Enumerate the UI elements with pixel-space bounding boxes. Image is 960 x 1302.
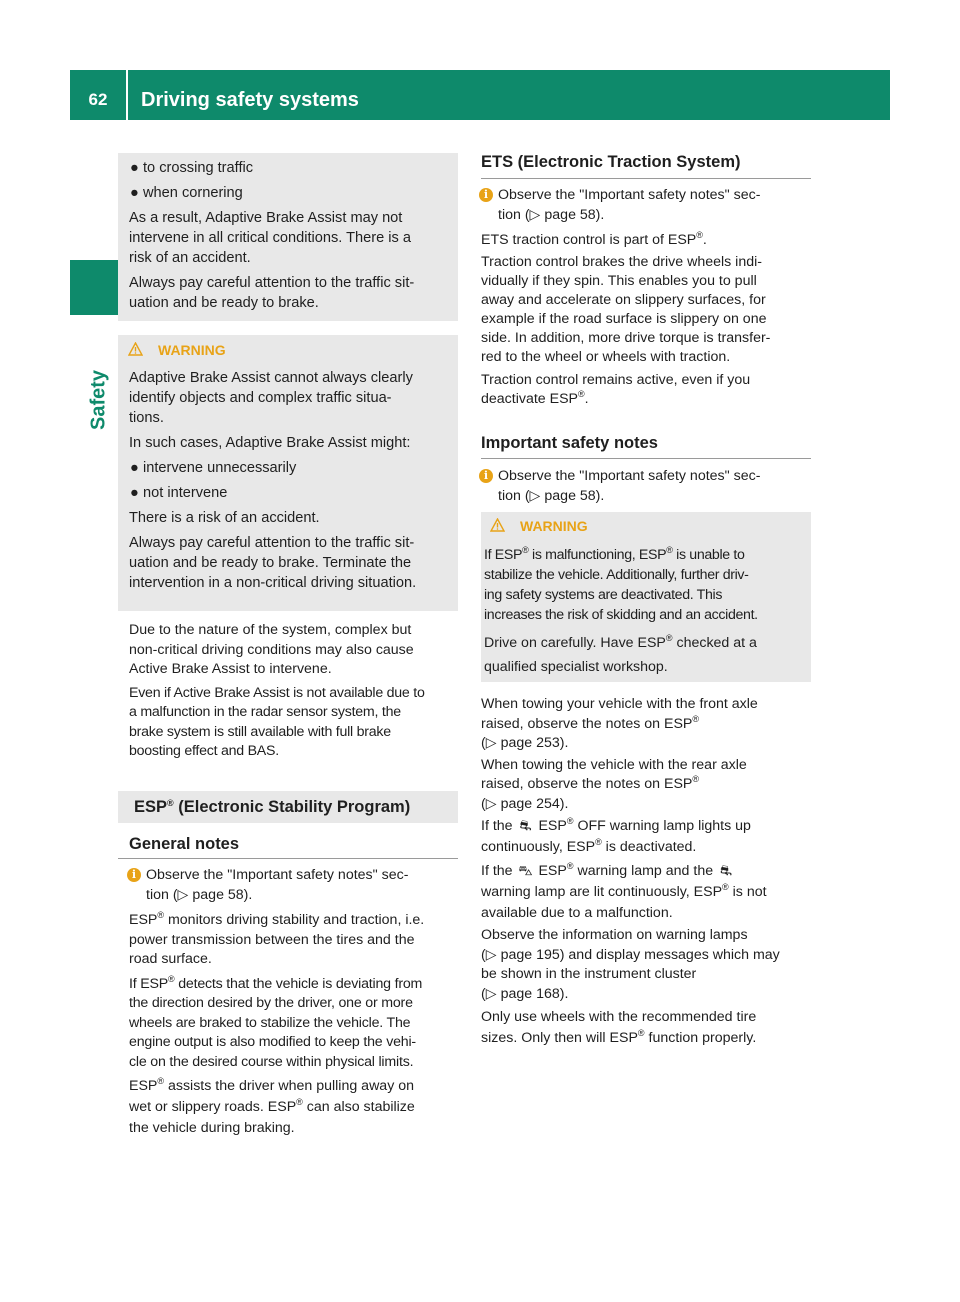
section-tab-marker: [70, 260, 125, 315]
paragraph: As a result, Adaptive Brake Assist may not intervene in all critical conditions. There is a risk of an accident.: [129, 210, 412, 266]
paragraph: If the ⛐ ESP® OFF warning lamp lights up continuously, ESP® is deactivated.: [481, 816, 751, 855]
section-label: Safety: [87, 369, 110, 431]
subheading-important-safety-notes: Important safety notes: [481, 434, 658, 452]
warning-label: WARNING: [481, 516, 811, 536]
paragraph: ETS traction control is part of ESP®.: [481, 230, 707, 248]
towing-text: [481, 695, 811, 1049]
paragraph: If ESP® detects that the vehicle is deviating from the direction desired by the driver, one or more wheels are braked to stabilize the vehicle. The engine output is also modified to keep the vehi- cle on the desired course within physical limits.: [129, 973, 423, 1070]
paragraph: Drive on carefully. Have ESP® checked at a qualified specialist workshop.: [484, 633, 757, 675]
section-heading-ets: ETS (Electronic Traction System): [481, 153, 741, 171]
divider: [118, 858, 458, 859]
paragraph: There is a risk of an accident.: [129, 510, 320, 526]
paragraph: Even if Active Brake Assist is not available due to a malfunction in the radar sensor system, the brake system is still available with full brake boosting effect and BAS.: [129, 684, 425, 759]
important-info: [481, 467, 811, 506]
ets-text: [481, 186, 811, 410]
page-number: 62: [88, 90, 108, 109]
page-title: Driving safety systems: [141, 89, 359, 111]
header-divider: [126, 70, 128, 120]
note-box-content: [129, 158, 459, 313]
warning-label: WARNING: [119, 340, 459, 360]
list-item: ● when cornering: [130, 185, 243, 201]
list-item: ● intervene unnecessarily: [130, 460, 297, 476]
info-note: i Observe the "Important safety notes" sec- tion (▷ page 58).: [481, 186, 811, 225]
paragraph: Due to the nature of the system, complex but non-critical driving conditions may also cause Active Brake Assist to intervene.: [129, 622, 414, 677]
paragraph: When towing the vehicle with the rear axle raised, observe the notes on ESP® (▷ page 254).: [481, 756, 747, 812]
warning-box-content: [481, 516, 811, 679]
info-icon: i: [479, 188, 493, 202]
info-note: i Observe the "Important safety notes" sec- tion (▷ page 58).: [481, 467, 811, 506]
divider: [481, 458, 811, 459]
subheading-general-notes: General notes: [129, 835, 240, 853]
paragraph: Traction control remains active, even if you deactivate ESP®.: [481, 371, 751, 407]
paragraph: Always pay careful attention to the traffic sit- uation and be ready to brake. Terminate the intervention in a non-critical driving situation.: [129, 535, 417, 591]
paragraph: Traction control brakes the drive wheels indi- vidually if they spin. This enables you to pull away and accelerate on slippery surfaces, for example if the road surface is slippery on one side. In addition, more drive torque is transfer- red to the wheel or wheels with traction.: [481, 253, 771, 365]
paragraph: Observe the information on warning lamps (▷ page 195) and display messages which may be shown in the instrument cluster (▷ page 168).: [481, 927, 780, 1002]
esp-text: [129, 866, 459, 1139]
paragraph: When towing your vehicle with the front axle raised, observe the notes on ESP® (▷ page 253).: [481, 696, 758, 751]
paragraph: If the ⛍ ESP® warning lamp and the ⛐ warning lamp are lit continuously, ESP® is not available due to a malfunction.: [481, 861, 767, 921]
paragraph: ESP® assists the driver when pulling away on wet or slippery roads. ESP® can also stabilize the vehicle during braking.: [129, 1076, 415, 1136]
info-icon: i: [479, 469, 493, 483]
divider: [481, 178, 811, 179]
info-note: i Observe the "Important safety notes" sec- tion (▷ page 58).: [129, 866, 459, 905]
warning-triangle-icon: [490, 518, 505, 532]
esp-off-warning-lamp-icon: ⛐: [720, 863, 733, 879]
paragraph: Adaptive Brake Assist cannot always clearly identify objects and complex traffic situa- tions.: [129, 370, 413, 426]
esp-off-warning-lamp-icon: ⛐: [519, 818, 532, 834]
esp-warning-lamp-icon: ⛍: [518, 863, 533, 879]
paragraph: ESP® monitors driving stability and traction, i.e. power transmission between the tires and the road surface.: [129, 910, 425, 967]
paragraph: If ESP® is malfunctioning, ESP® is unable to stabilize the vehicle. Additionally, further driv- ing safety systems are deactivated. This increases the risk of skidding and an accident.: [484, 545, 758, 623]
list-item: ● not intervene: [130, 485, 228, 501]
warning-box-content: [129, 340, 459, 593]
list-item: ● to crossing traffic: [130, 160, 254, 176]
paragraph: Always pay careful attention to the traffic sit- uation and be ready to brake.: [129, 275, 415, 311]
info-icon: i: [127, 868, 141, 882]
paragraph: In such cases, Adaptive Brake Assist might:: [129, 435, 411, 451]
body-text: [129, 621, 459, 762]
warning-triangle-icon: [128, 342, 143, 356]
section-heading-esp: ESP® (Electronic Stability Program): [134, 798, 411, 816]
paragraph: Only use wheels with the recommended tire sizes. Only then will ESP® function properly.: [481, 1009, 757, 1046]
